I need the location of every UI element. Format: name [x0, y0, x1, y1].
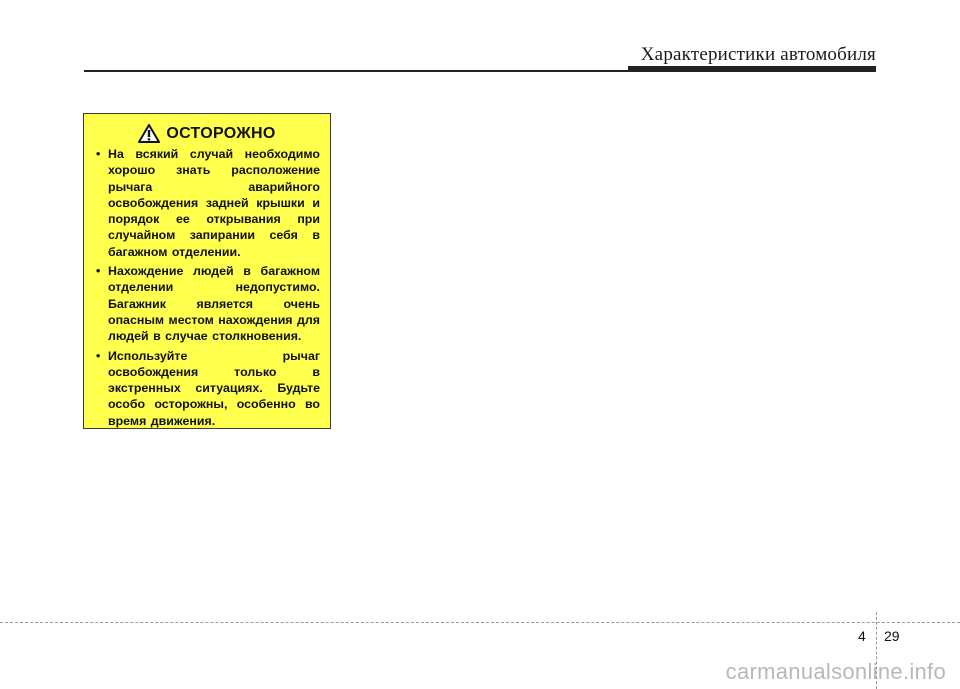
warning-title: ОСТОРОЖНО [166, 124, 276, 142]
warning-box [83, 113, 331, 429]
warning-triangle-icon [138, 124, 160, 143]
warning-item-text: На всякий случай необходимо хорошо знать расположение рычага аварийного освобождения задней крышки и порядок ее открывания при случайном запирании себя в багажном отделении. [108, 147, 320, 259]
bullet-icon: • [96, 264, 101, 279]
watermark: carmanualsonline.info [725, 659, 946, 684]
footer-rule [0, 622, 960, 623]
header-rule-accent [628, 66, 876, 71]
chapter-number: 4 [858, 628, 866, 644]
warning-item [94, 263, 320, 344]
bullet-icon: • [96, 147, 101, 161]
section-title: Характеристики автомобиля [640, 44, 876, 65]
warning-item [94, 146, 320, 260]
page-number: 29 [884, 628, 900, 644]
warning-item-text: Нахождение людей в багажном отделении недопустимо. Багажник является очень опасным местом нахождения для людей в случае столкновения. [108, 264, 320, 344]
warning-item [94, 348, 320, 429]
warning-item-text: Используйте рычаг освобождения только в экстренных ситуациях. Будьте особо осторожны, особенно во время движения. [108, 348, 320, 428]
bullet-icon: • [96, 348, 101, 363]
warning-list [94, 146, 320, 429]
warning-header [94, 124, 320, 143]
